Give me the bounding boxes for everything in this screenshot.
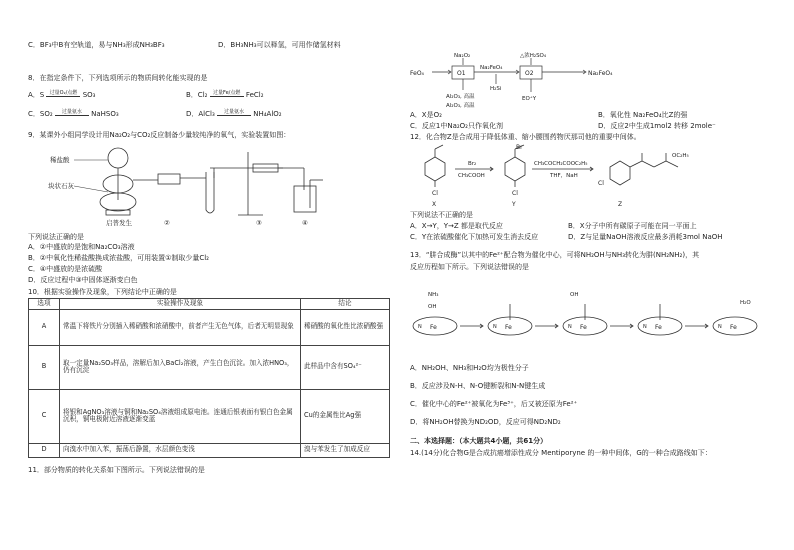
cond-ch3cooh: CH₃COOH	[458, 173, 485, 179]
q9-prompt: 下列说法正确的是	[28, 233, 84, 241]
row-conclusion: 此样品中含有SO₄²⁻	[301, 345, 390, 389]
q10-stem: 10．根据实验操作及现象，下列结论中正确的是	[28, 288, 177, 296]
row-option: D	[29, 443, 60, 457]
q12-reaction-scheme	[410, 143, 710, 208]
fe-3: Fe	[580, 324, 587, 331]
z-oc2h5: OC₂H₅	[672, 153, 689, 159]
q13-stem-2: 反应历程如下所示。下列说法错误的是	[410, 263, 529, 271]
label-3: ③	[256, 219, 262, 227]
ring-y	[505, 157, 525, 181]
row-operation: 常温下将铁片分别插入稀硝酸和浓硝酸中，前者产生无色气体，后者无明显现象	[60, 309, 301, 345]
fe-4: Fe	[655, 324, 662, 331]
n-3: N	[568, 324, 572, 330]
ring-z	[610, 161, 630, 185]
scheme-reagent-1: Na₂O₂	[454, 53, 471, 59]
q9-stem: 9．某课外小组同学设计用Na₂O₂与CO₂反应制备少量较纯净的氧气，实验装置如图：	[28, 131, 291, 139]
section-2-heading: 二、本选择题：（本大题共4小题，共61分）	[410, 437, 548, 445]
conversion-scheme	[410, 50, 690, 110]
label-generator: 启普发生	[106, 219, 132, 227]
q12-prompt: 下列说法不正确的是	[410, 211, 473, 219]
row-conclusion: 稀硝酸的氧化性比浓硝酸强	[301, 309, 390, 345]
q11-option-a: A．X是O₂	[410, 111, 442, 119]
n-2: N	[493, 324, 497, 330]
q8-option-d: D．AlCl₃ 过量氨水 NH₄AlO₂	[186, 109, 282, 118]
table-row	[29, 345, 390, 389]
scheme-below-1: Al₂O₃, 高温	[446, 94, 475, 100]
q11-stem: 11．部分物质的转化关系如下图所示。下列说法错误的是	[28, 466, 205, 474]
scheme-mid: Na₂FeO₄	[480, 65, 503, 71]
y-cl: Cl	[512, 190, 518, 197]
cond-thf: THF，NaH	[550, 173, 578, 179]
scheme-o1: O1	[457, 70, 466, 77]
q13-mechanism	[410, 274, 780, 354]
q9-option-a: A．②中盛放的是饱和Na₂CO₃溶液	[28, 243, 135, 251]
u-tube-2	[158, 174, 180, 184]
q7-option-c: C．BF₃中B有空轨道，易与NH₃形成NH₃BF₃	[28, 41, 165, 49]
row-operation: 将银和AgNO₃溶液与铜和Na₂SO₄溶液组成原电池。连通后银表面有银白色金属沉积，铜电极附近溶液逐渐变蓝	[60, 389, 301, 443]
n-1: N	[418, 324, 422, 330]
row-option: B	[29, 345, 60, 389]
q13-option-d: D．将NH₂OH替换为ND₂OD，反应可得ND₂ND₂	[410, 418, 561, 426]
scheme-below-3: Al₂O₃, 高温	[446, 103, 475, 109]
nh3-1: NH₃	[428, 292, 439, 298]
q11-option-b: B．氧化性 Na₂FeO₄比Z的强	[598, 111, 688, 119]
row-conclusion: Cu的金属性比Ag强	[301, 389, 390, 443]
q9-option-b: B．②中氧化性稀盐酸换成浓盐酸，可用装置①制取少量Cl₂	[28, 254, 209, 262]
label-2: ②	[164, 219, 170, 227]
table-header-row	[29, 299, 390, 310]
q8-stem: 8．在指定条件下，下列选项所示的物质间转化能实现的是	[28, 74, 208, 82]
row-option: C	[29, 389, 60, 443]
row-option: A	[29, 309, 60, 345]
fe-2: Fe	[505, 324, 512, 331]
q13-option-c: C．催化中心的Fe²⁺被氧化为Fe³⁺，后又被还原为Fe²⁺	[410, 400, 578, 408]
q8-option-a: A．S 过量O₂/点燃 SO₃	[28, 90, 96, 99]
z-cl: Cl	[598, 180, 604, 187]
q9-option-c: C．④中盛放的是浓硫酸	[28, 265, 103, 273]
oh-3: OH	[570, 292, 579, 298]
row-conclusion: 溴与苯发生了加成反应	[301, 443, 390, 457]
ring-x	[425, 157, 445, 181]
scheme-mid2: H₂Si	[490, 86, 502, 92]
q8-option-b: B．Cl₂ 过量Fe/点燃 FeCl₂	[186, 90, 264, 99]
label-x: X	[432, 201, 437, 208]
x-cl: Cl	[432, 190, 438, 197]
q7-option-d: D．BH₃NH₃可以释氢，可用作储氢材料	[218, 41, 341, 49]
header-operation: 实验操作及现象	[60, 299, 301, 310]
q13-stem: 13．“肼合成酶”以其中的Fe²⁺配合物为催化中心，可将NH₂OH与NH₃转化为肼(NH₂NH₂)，其	[410, 251, 700, 259]
table-row	[29, 309, 390, 345]
header-option: 选项	[29, 299, 60, 310]
q13-option-a: A．NH₂OH、NH₃和H₂O均为极性分子	[410, 364, 529, 372]
row-operation: 向溴水中加入苯，振荡后静置，水层颜色变浅	[60, 443, 301, 457]
scheme-below-2: EO⁺Y	[522, 96, 537, 102]
table-row	[29, 443, 390, 457]
experiment-table	[28, 298, 390, 458]
y-br: Br	[516, 144, 523, 151]
q13-option-b: B．反应涉及N-H、N-O键断裂和N-N键生成	[410, 382, 546, 390]
collection-bottle-4	[294, 186, 316, 212]
test-tube	[206, 172, 214, 213]
q11-option-d: D．反应2中生成1mol2 转移 2mole⁻	[598, 122, 716, 130]
q14-stem: 14.(14分)化合物G是合成抗癌增添性成分 Mentiporyne 的一种中间体，G的一种合成路线如下：	[410, 449, 712, 457]
q12-option-b: B．X分子中所有碳原子可能在同一平面上	[568, 222, 697, 230]
apparatus-diagram	[48, 140, 348, 230]
q12-option-a: A．X→Y，Y→Z 都是取代反应	[410, 222, 503, 230]
label-acid: 稀盐酸	[50, 156, 70, 164]
row-operation: 取一定量Na₂SO₃样品，溶解后加入BaCl₂溶液，产生白色沉淀。加入浓HNO₃，仍有沉淀	[60, 345, 301, 389]
q8-option-c: C．SO₂ 过量氨水 NaHSO₃	[28, 109, 119, 118]
label-4: ④	[302, 219, 308, 227]
reagent-br2: Br₂	[468, 161, 477, 167]
label-stone: 块状石灰	[48, 182, 74, 190]
oh-1: OH	[428, 304, 437, 310]
q12-stem: 12．化合物Z是合成用于降低体重、缩小腰围药物厌那司他的重要中间体。	[410, 133, 641, 141]
scheme-start: FeO₄	[410, 70, 424, 77]
kipp-top-bulb	[108, 148, 128, 168]
fe-5: Fe	[730, 324, 737, 331]
q12-option-d: D．Z与足量NaOH溶液反应最多消耗3mol NaOH	[568, 233, 723, 241]
scheme-end: Na₂FeO₄	[588, 70, 613, 77]
reagent-ester: CH₃COCH₂COOC₂H₅	[534, 161, 588, 167]
fe-1: Fe	[430, 324, 437, 331]
q11-option-c: C．反应1中Na₂O₂只作氧化剂	[410, 122, 503, 130]
n-5: N	[718, 324, 722, 330]
n-4: N	[643, 324, 647, 330]
h2o-5: H₂O	[740, 300, 751, 306]
q12-option-c: C．Y在浓硫酸催化下加热可发生消去反应	[410, 233, 539, 241]
scheme-reagent-2: △浓H₂SO₄	[520, 53, 547, 59]
scheme-o2: O2	[525, 70, 534, 77]
table-row	[29, 389, 390, 443]
label-z: Z	[618, 201, 623, 208]
header-conclusion: 结论	[301, 299, 390, 310]
q9-option-d: D．反应过程中③中固体逐渐变白色	[28, 276, 138, 284]
label-y: Y	[512, 201, 516, 208]
